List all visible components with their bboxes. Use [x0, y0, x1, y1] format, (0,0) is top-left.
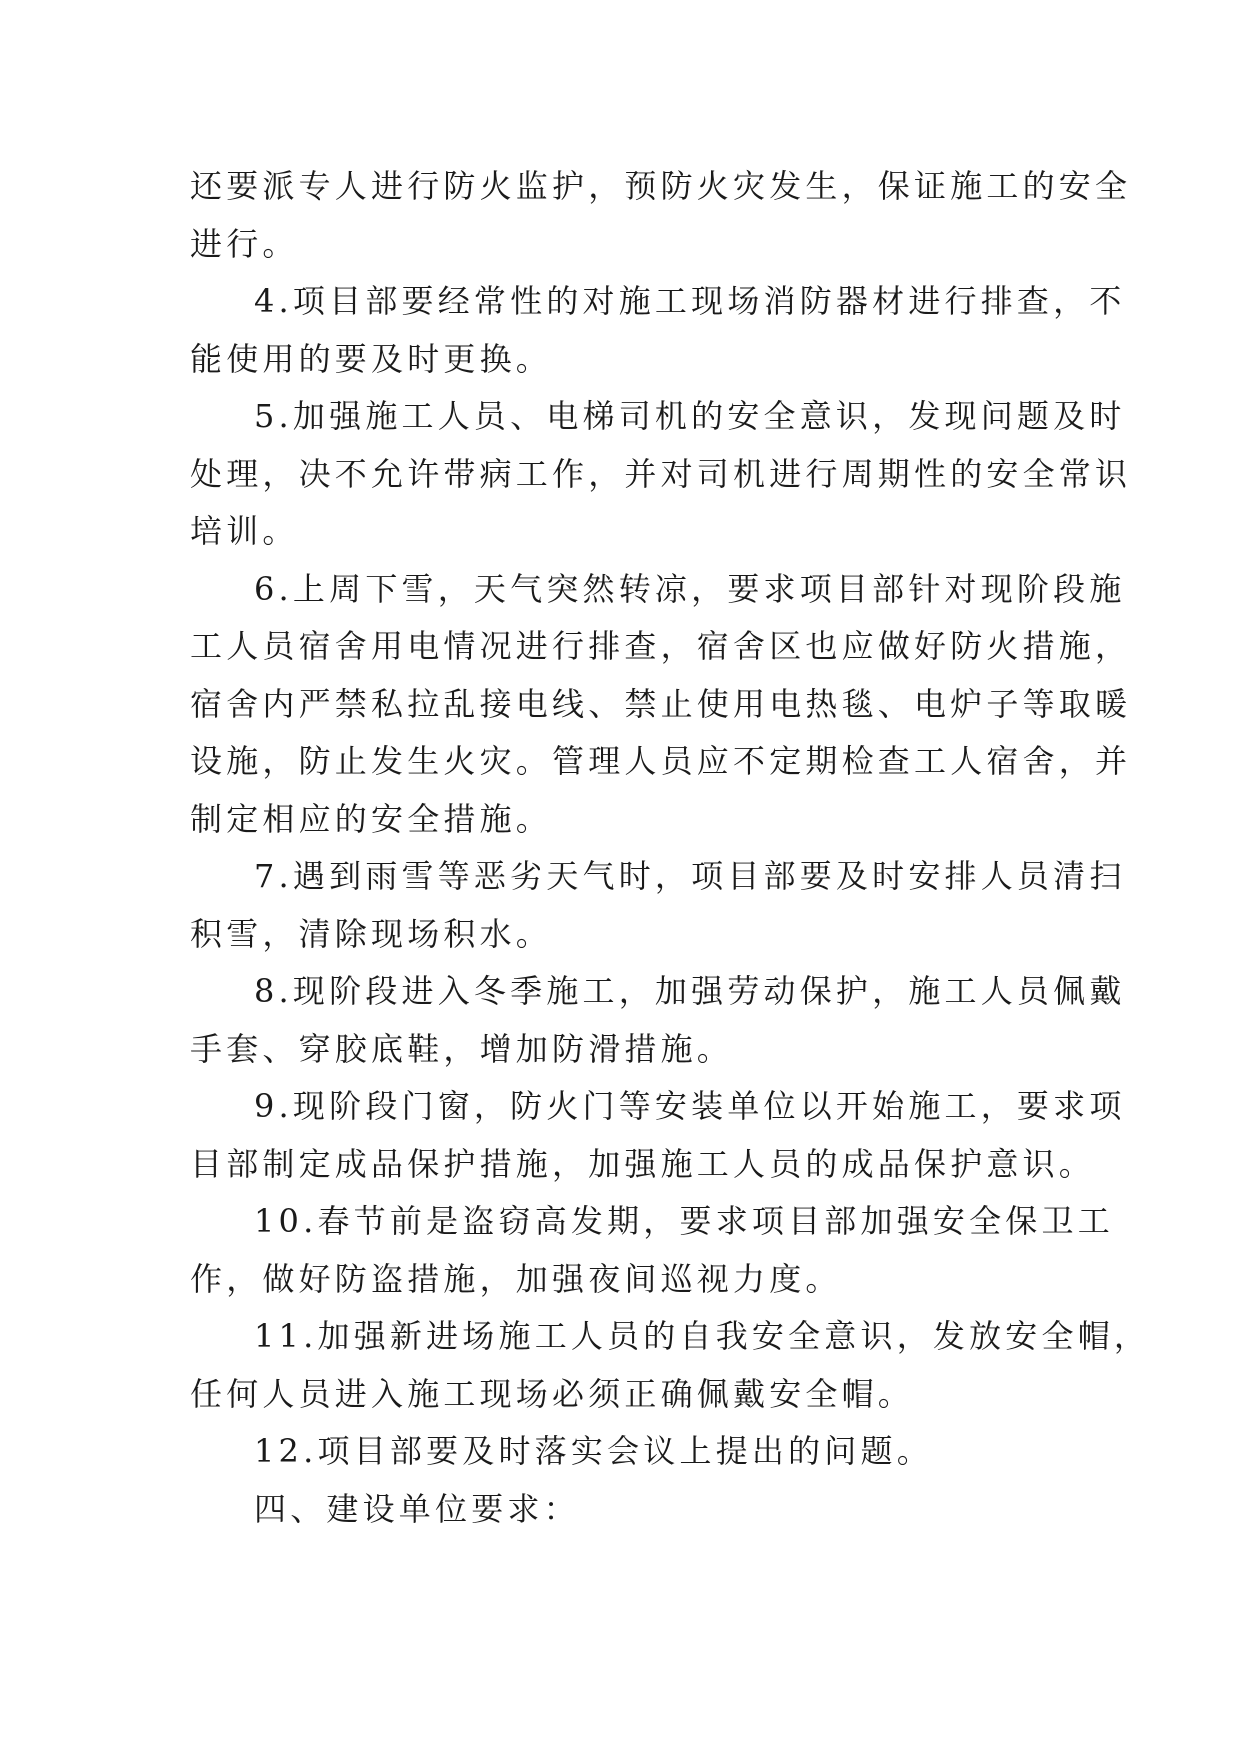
text-line: 进行。	[190, 224, 299, 263]
text-line: 10.春节前是盗窃高发期，要求项目部加强安全保卫工	[254, 1202, 1114, 1240]
paragraph-p8	[190, 963, 1126, 1078]
text-line: 12.项目部要及时落实会议上提出的问题。	[254, 1432, 933, 1470]
text-line: 四、建设单位要求：	[254, 1489, 580, 1528]
paragraph-p10	[190, 1193, 1114, 1308]
text-line: 9.现阶段门窗，防火门等安装单位以开始施工，要求项	[254, 1087, 1126, 1125]
text-line: 7.遇到雨雪等恶劣天气时，项目部要及时安排人员清扫	[254, 857, 1126, 895]
paragraph-p9	[190, 1078, 1126, 1193]
text-line: 6.上周下雪，天气突然转凉，要求项目部针对现阶段施	[254, 569, 1126, 608]
text-line: 处理，决不允许带病工作，并对司机进行周期性的安全常识	[190, 454, 1132, 493]
text-line: 作，做好防盗措施，加强夜间巡视力度。	[190, 1259, 842, 1298]
text-line: 培训。	[190, 512, 299, 550]
text-line: 设施，防止发生火灾。管理人员应不定期检查工人宿舍，并	[190, 742, 1132, 780]
text-line: 工人员宿舍用电情况进行排查，宿舍区也应做好防火措施，	[190, 627, 1132, 665]
document-body	[190, 158, 1151, 1538]
text-line: 积雪，清除现场积水。	[190, 914, 553, 953]
text-line: 宿舍内严禁私拉乱接电线、禁止使用电热毯、电炉子等取暖	[190, 684, 1132, 723]
paragraph-p12	[190, 1423, 1060, 1481]
text-line: 能使用的要及时更换。	[190, 339, 553, 378]
paragraph-p7	[190, 848, 1126, 963]
text-line: 11.加强新进场施工人员的自我安全意识，发放安全帽，	[254, 1317, 1151, 1355]
text-line: 还要派专人进行防火监护，预防火灾发生，保证施工的安全	[190, 167, 1132, 205]
text-line: 5.加强施工人员、电梯司机的安全意识，发现问题及时	[254, 397, 1126, 435]
text-line: 制定相应的安全措施。	[190, 799, 553, 838]
paragraph-p6	[190, 561, 1132, 849]
paragraph-p-cont	[190, 158, 1132, 273]
paragraph-p11	[190, 1308, 1151, 1423]
text-line: 手套、穿胶底鞋，增加防滑措施。	[190, 1029, 734, 1068]
text-line: 任何人员进入施工现场必须正确佩戴安全帽。	[190, 1374, 915, 1413]
paragraph-p4	[190, 273, 1126, 388]
text-line: 8.现阶段进入冬季施工，加强劳动保护，施工人员佩戴	[254, 972, 1126, 1010]
text-line: 4.项目部要经常性的对施工现场消防器材进行排查，不	[254, 282, 1126, 320]
paragraph-section-4	[190, 1481, 1060, 1539]
text-line: 目部制定成品保护措施，加强施工人员的成品保护意识。	[190, 1144, 1096, 1183]
paragraph-p5	[190, 388, 1132, 561]
